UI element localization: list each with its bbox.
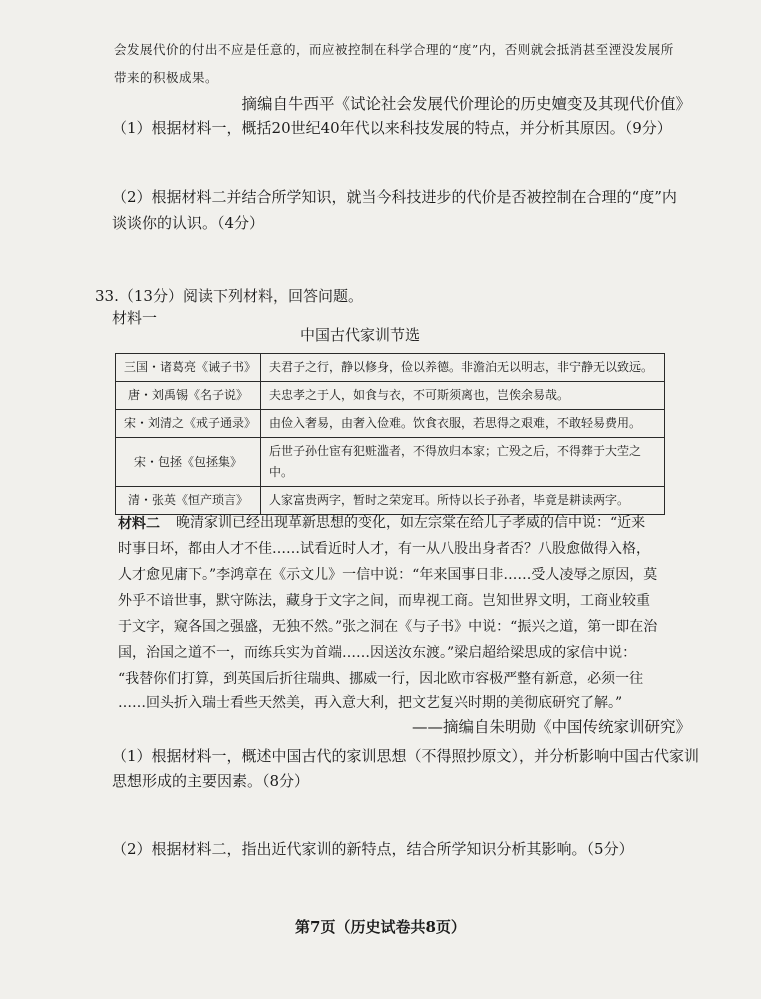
text-line: 国，治国之道不一，而练兵实为首端……因送汝东渡。”梁启超给梁思成的家信中说： bbox=[118, 645, 637, 661]
question-33-part-2: （2）根据材料二，指出近代家训的新特点，结合所学知识分析其影响。（5分） bbox=[112, 840, 634, 858]
table-row bbox=[116, 438, 665, 487]
table-cell-precept: 夫君子之行，静以修身，俭以养德。非澹泊无以明志，非宁静无以致远。 bbox=[261, 354, 665, 382]
text-line: 于文字，窥各国之强盛，无独不然。”张之洞在《与子书》中说：“振兴之道，第一即在治 bbox=[118, 619, 658, 635]
material-2-label: 材料二 bbox=[118, 516, 160, 532]
text-line: 外乎不谙世事，默守陈法，藏身于文字之间，而卑视工商。岂知世界文明，工商业较重 bbox=[118, 593, 650, 609]
table-row bbox=[116, 410, 665, 438]
table-cell-precept: 由俭入奢易，由奢入俭难。饮食衣服，若思得之艰难，不敢轻易费用。 bbox=[261, 410, 665, 438]
table-cell-precept: 后世子孙仕宦有犯赃滥者，不得放归本家；亡殁之后，不得葬于大茔之中。 bbox=[261, 438, 665, 487]
text-line: 带来的积极成果。 bbox=[114, 70, 219, 85]
question-33-part-1: （1）根据材料一，概述中国古代的家训思想（不得照抄原文），并分析影响中国古代家训 bbox=[112, 747, 700, 765]
table-cell-author: 三国・诸葛亮《诫子书》 bbox=[116, 354, 261, 382]
text-line: 晚清家训已经出现革新思想的变化，如左宗棠在给儿子孝威的信中说：“近来 bbox=[176, 515, 646, 531]
table-cell-author: 唐・刘禹锡《名子说》 bbox=[116, 382, 261, 410]
page-footer: 第7页（历史试卷共8页） bbox=[295, 918, 466, 936]
text-line: 会发展代价的付出不应是任意的，而应被控制在科学合理的“度”内，否则就会抵消甚至湮没发展所 bbox=[114, 42, 674, 57]
table-cell-author: 宋・刘清之《戒子通录》 bbox=[116, 410, 261, 438]
question-33-title: 33.（13分）阅读下列材料，回答问题。 bbox=[95, 287, 363, 305]
table-caption: 中国古代家训节选 bbox=[300, 326, 421, 344]
text-line: 人才愈见庸下。”李鸿章在《示文儿》一信中说：“年来国事日非……受人凌辱之原因，莫 bbox=[118, 567, 658, 583]
table-row bbox=[116, 354, 665, 382]
question-32-part-1: （1）根据材料一，概括20世纪40年代以来科技发展的特点，并分析其原因。（9分） bbox=[112, 119, 672, 137]
question-32-part-2: （2）根据材料二并结合所学知识，就当今科技进步的代价是否被控制在合理的“度”内 bbox=[112, 188, 677, 206]
table-row bbox=[116, 382, 665, 410]
table-cell-author: 清・张英《恒产琐言》 bbox=[116, 487, 261, 515]
source-citation: 摘编自牛西平《试论社会发展代价理论的历史嬗变及其现代价值》 bbox=[241, 95, 691, 113]
material-1-label: 材料一 bbox=[112, 309, 158, 327]
text-line: 时事日坏，都由人才不佳……试看近时人才，有一从八股出身者否？八股愈做得入格， bbox=[118, 541, 650, 557]
text-line: “我替你们打算，到英国后折往瑞典、挪威一行，因北欧市容极严整有新意，必须一往 bbox=[118, 671, 644, 687]
question-32-part-2-cont: 谈谈你的认识。（4分） bbox=[112, 214, 265, 232]
family-precepts-table bbox=[115, 353, 665, 515]
question-33-part-1-cont: 思想形成的主要因素。（8分） bbox=[112, 772, 310, 790]
table-cell-precept: 夫忠孝之于人，如食与衣，不可斯须离也，岂俟余易哉。 bbox=[261, 382, 665, 410]
table-cell-precept: 人家富贵两字，暂时之荣宠耳。所恃以长子孙者，毕竟是耕读两字。 bbox=[261, 487, 665, 515]
text-line: ……回头折入瑞士看些天然美，再入意大利，把文艺复兴时期的美彻底研究了解。” bbox=[118, 695, 623, 711]
table-cell-author: 宋・包拯《包拯集》 bbox=[116, 438, 261, 487]
source-citation: ——摘编自朱明勋《中国传统家训研究》 bbox=[411, 718, 691, 736]
